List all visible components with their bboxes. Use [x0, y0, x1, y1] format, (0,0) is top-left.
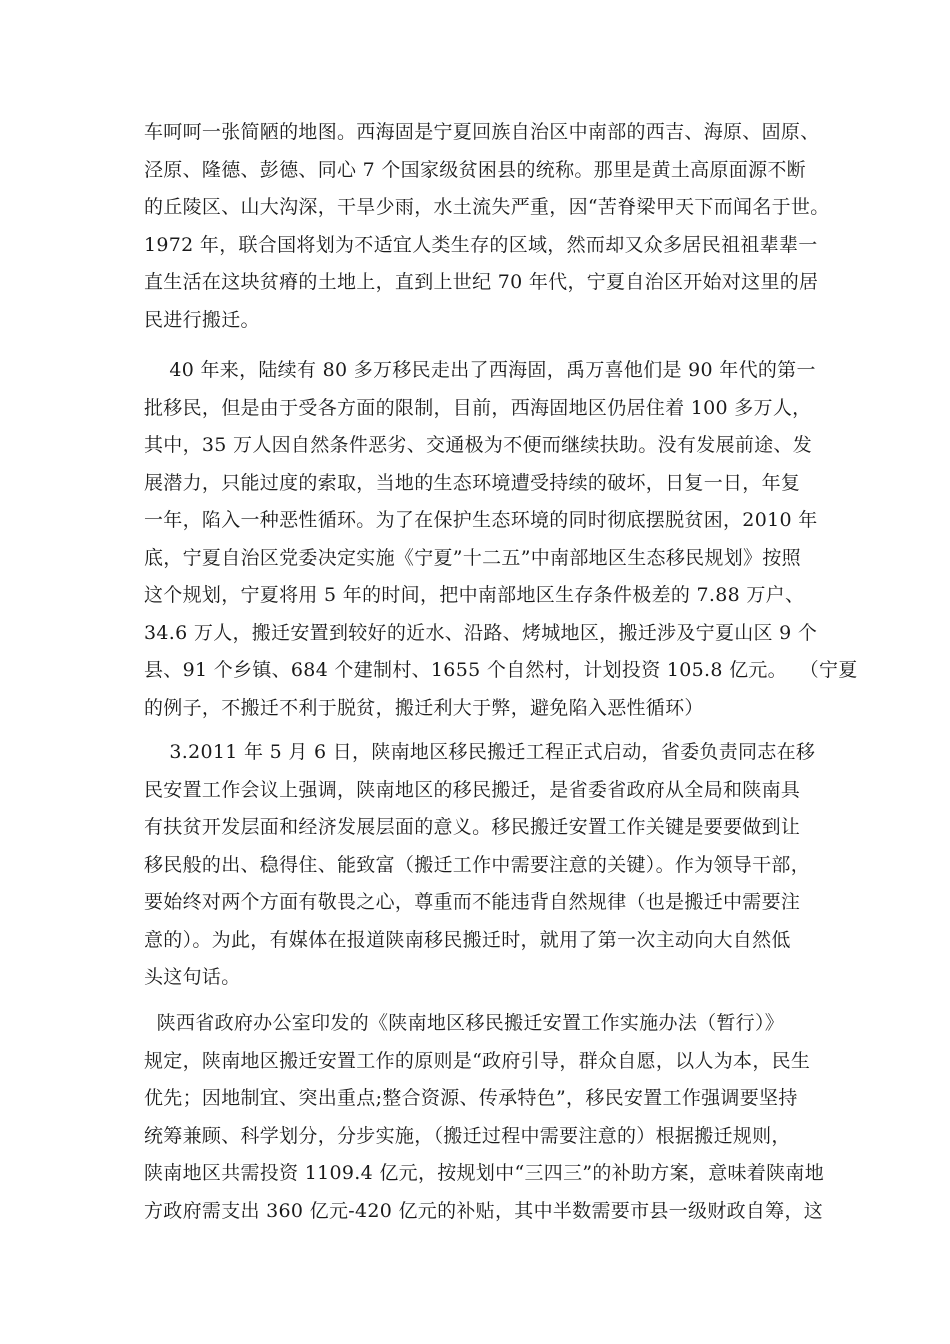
text-line: 移民般的出、稳得住、能致富（搬迁工作中需要注意的关键）。作为领导干部， [144, 853, 811, 876]
text-line: 要始终对两个方面有敬畏之心，尊重而不能违背自然规律（也是搬迁中需要注 [144, 891, 801, 913]
paragraph-xihaigu-intro [144, 114, 830, 339]
text-line: 1972 年，联合国将划为不适宜人类生存的区域，然而却又众多居民祖祖辈辈一 [144, 233, 818, 256]
text-line: 直生活在这块贫瘠的土地上，直到上世纪 70 年代，宁夏自治区开始对这里的居 [144, 271, 819, 293]
text-line: 意的）。为此，有媒体在报道陕南移民搬迁时，就用了第一次主动向大自然低 [144, 928, 791, 951]
text-line: 34.6 万人，搬迁安置到较好的近水、沿路、烤城地区，搬迁涉及宁夏山区 9 个 [144, 621, 818, 644]
paragraph-shaanxi-regulation [144, 1005, 824, 1230]
text-line: 县、91 个乡镇、684 个建制村、1655 个自然村，计划投资 105.8 亿元。 （宁夏 [144, 659, 858, 681]
text-line: 方政府需支出 360 亿元-420 亿元的补贴，其中半数需要市县一级财政自筹，这 [144, 1199, 824, 1222]
text-line: 批移民，但是由于受各方面的限制，目前，西海固地区仍居住着 100 多万人， [144, 396, 812, 419]
text-line: 的丘陵区、山大沟深，干旱少雨，水土流失严重，因“苦脊梁甲天下而闻名于世。 [144, 196, 830, 218]
text-line: 40 年来，陆续有 80 多万移民走出了西海固，禹万喜他们是 90 年代的第一 [144, 359, 816, 381]
paragraph-shaannan-project [144, 734, 824, 997]
text-line: 这个规划，宁夏将用 5 年的时间，把中南部地区生存条件极差的 7.88 万户、 [144, 584, 805, 606]
text-line: 统筹兼顾、科学划分，分步实施，（搬迁过程中需要注意的）根据搬迁规则， [144, 1124, 791, 1147]
text-line: 陕西省政府办公室印发的《陕南地区移民搬迁安置工作实施办法（暂行）》 [144, 1012, 785, 1034]
text-line: 其中，35 万人因自然条件恶劣、交通极为不便而继续扶助。没有发展前途、发 [144, 434, 813, 456]
paragraph-ningxia-migration [144, 352, 858, 727]
text-line: 规定，陕南地区搬迁安置工作的原则是“政府引导，群众自愿，以人为本，民生 [144, 1049, 811, 1072]
text-line: 民安置工作会议上强调，陕南地区的移民搬迁，是省委省政府从全局和陕南具 [144, 778, 801, 801]
text-line: 民进行搬迁。 [144, 308, 260, 331]
text-line: 底，宁夏自治区党委决定实施《宁夏”十二五”中南部地区生态移民规划》按照 [144, 546, 801, 569]
text-line: 的例子，不搬迁不利于脱贫，搬迁利大于弊，避免陷入恶性循环） [144, 696, 704, 719]
text-line: 头这句话。 [144, 966, 241, 988]
text-line: 一年，陷入一种恶性循环。为了在保护生态环境的同时彻底摆脱贫困，2010 年 [144, 509, 818, 531]
text-line: 泾原、隆德、彭德、同心 7 个国家级贫困县的统称。那里是黄土高原面源不断 [144, 158, 806, 181]
text-line: 有扶贫开发层面和经济发展层面的意义。移民搬迁安置工作关键是要要做到让 [144, 816, 801, 838]
text-line: 陕南地区共需投资 1109.4 亿元，按规划中“三四三”的补助方案，意味着陕南地 [144, 1162, 824, 1184]
text-line: 展潜力，只能过度的索取，当地的生态环境遭受持续的破坏，日复一日，年复 [144, 471, 801, 494]
text-line: 优先；因地制宜、突出重点;整合资源、传承特色”，移民安置工作强调要坚持 [144, 1087, 798, 1109]
text-line: 3.2011 年 5 月 6 日，陕南地区移民搬迁工程正式启动，省委负责同志在移 [144, 741, 816, 763]
text-line: 车呵呵一张简陋的地图。西海固是宁夏回族自治区中南部的西吉、海原、固原、 [144, 121, 820, 143]
